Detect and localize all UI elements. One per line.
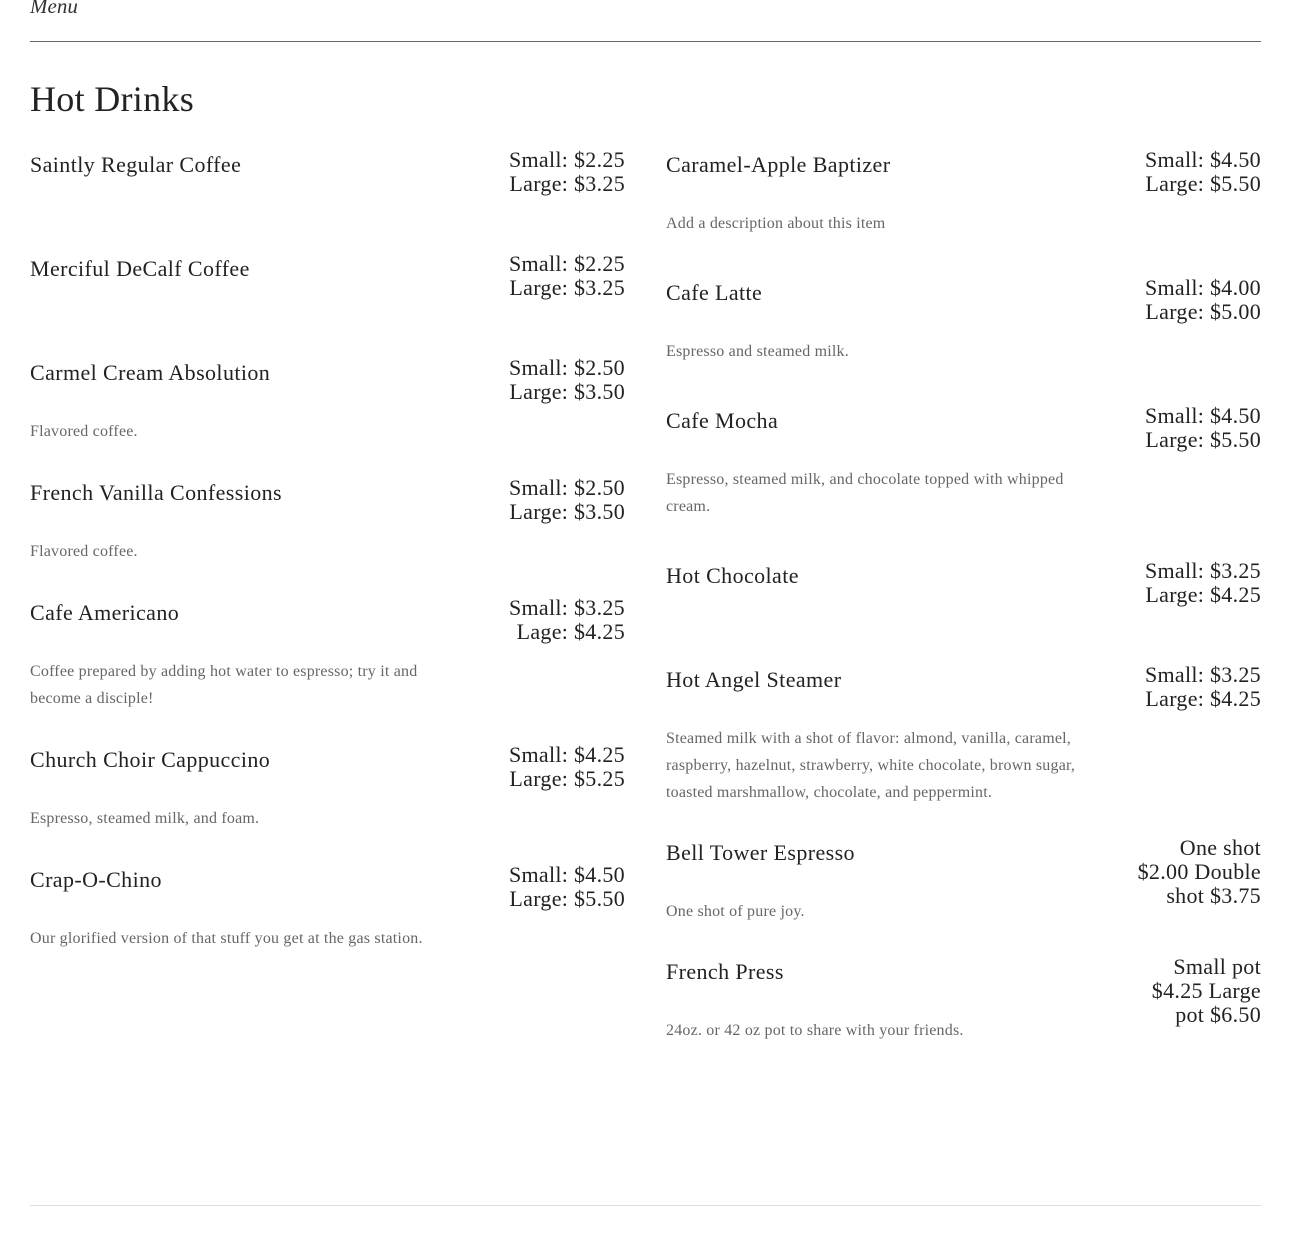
menu-item-name: French Press (666, 959, 784, 984)
menu-item-header (30, 476, 625, 524)
menu-item-saintly-regular-coffee (30, 148, 625, 196)
menu-item-name: Merciful DeCalf Coffee (30, 256, 250, 281)
top-divider (30, 41, 1261, 42)
menu-item-bell-tower-espresso (666, 836, 1261, 925)
menu-item-name: Cafe Mocha (666, 408, 779, 433)
menu-item-name: Cafe Latte (666, 280, 763, 305)
menu-item-price (475, 596, 625, 644)
price-line: Large: $3.25 (509, 171, 625, 196)
menu-item-price (475, 743, 625, 791)
price-line: Small: $4.50 (1144, 147, 1261, 172)
menu-item-name: Church Choir Cappuccino (30, 747, 271, 772)
menu-item-description: Espresso, steamed milk, and chocolate topped with whipped cream. (666, 471, 1064, 515)
menu-item-name: Hot Angel Steamer (666, 667, 842, 692)
price-line: Large: $3.50 (509, 499, 625, 524)
menu-item-header (30, 148, 625, 196)
price-line: Small: $2.50 (508, 355, 625, 380)
menu-item-header (666, 954, 1261, 1027)
menu-item-header (666, 835, 1261, 908)
price-line: shot $3.75 (1166, 883, 1261, 908)
menu-item-name: Saintly Regular Coffee (30, 152, 242, 177)
price-line: Small: $4.50 (508, 862, 625, 887)
menu-item-cafe-mocha (666, 404, 1261, 520)
menu-item-header (30, 743, 625, 791)
section-title: Hot Drinks (30, 79, 194, 119)
menu-item-cafe-americano (30, 596, 625, 712)
price-line: Small: $3.25 (1144, 662, 1261, 687)
menu-item-price (475, 148, 625, 196)
menu-item-name: Caramel-Apple Baptizer (666, 152, 891, 177)
menu-item-description: Espresso and steamed milk. (666, 343, 849, 360)
price-line: Small: $2.25 (508, 251, 625, 276)
price-line: Small: $4.25 (508, 742, 625, 767)
price-line: Small: $3.25 (1144, 558, 1261, 583)
menu-item-name: Bell Tower Espresso (666, 840, 855, 865)
menu-item-description: Espresso, steamed milk, and foam. (30, 810, 260, 827)
price-line: Small: $2.50 (508, 475, 625, 500)
menu-item-header (30, 596, 625, 644)
price-line: Large: $5.25 (509, 766, 625, 791)
menu-item-french-press (666, 955, 1261, 1044)
menu-item-hot-angel-steamer (666, 663, 1261, 806)
price-line: Small: $2.25 (508, 147, 625, 172)
price-line: Small: $4.00 (1144, 275, 1261, 300)
price-line: pot $6.50 (1175, 1002, 1261, 1027)
menu-heading: Menu (30, 0, 78, 18)
menu-item-description: Our glorified version of that stuff you get at the gas station. (30, 930, 423, 947)
menu-item-name: Crap-O-Chino (30, 867, 162, 892)
price-line: Large: $5.50 (509, 886, 625, 911)
menu-item-price (1111, 276, 1261, 324)
menu-item-carmel-cream-absolution (30, 356, 625, 445)
menu-item-merciful-decalf-coffee (30, 252, 625, 300)
menu-item-description: Steamed milk with a shot of flavor: almond, vanilla, caramel, raspberry, hazelnut, strawberry, white chocolate, brown sugar, toasted marshmallow, chocolate, and peppermint. (666, 730, 1076, 801)
price-line: Large: $5.50 (1145, 171, 1261, 196)
bottom-divider (30, 1205, 1261, 1206)
menu-item-crap-o-chino (30, 863, 625, 952)
menu-item-name: Hot Chocolate (666, 563, 799, 588)
menu-item-price (1111, 148, 1261, 196)
menu-item-description: Coffee prepared by adding hot water to espresso; try it and become a disciple! (30, 663, 418, 707)
menu-item-header (666, 559, 1261, 607)
price-line: $2.00 Double (1137, 859, 1261, 884)
menu-item-header (30, 863, 625, 911)
menu-item-description: 24oz. or 42 oz pot to share with your friends. (666, 1022, 964, 1039)
menu-item-header (666, 404, 1261, 452)
menu-column-left (30, 148, 625, 952)
price-line: Large: $5.00 (1145, 299, 1261, 324)
menu-item-price (475, 863, 625, 911)
menu-item-name: Cafe Americano (30, 600, 180, 625)
menu-item-description: Flavored coffee. (30, 543, 138, 560)
price-line: Lage: $4.25 (516, 619, 625, 644)
menu-item-price (475, 356, 625, 404)
price-line: Large: $4.25 (1145, 582, 1261, 607)
menu-item-price (1111, 663, 1261, 711)
price-line: Small: $4.50 (1144, 403, 1261, 428)
menu-item-caramel-apple-baptizer (666, 148, 1261, 237)
menu-item-price (1111, 404, 1261, 452)
menu-item-price (475, 476, 625, 524)
price-line: One shot (1179, 835, 1261, 860)
price-line: Small: $3.25 (508, 595, 625, 620)
menu-item-hot-chocolate (666, 559, 1261, 607)
price-line: Large: $3.50 (509, 379, 625, 404)
menu-item-name: Carmel Cream Absolution (30, 360, 271, 385)
menu-item-cafe-latte (666, 276, 1261, 365)
price-line: Large: $4.25 (1145, 686, 1261, 711)
menu-item-name: French Vanilla Confessions (30, 480, 282, 505)
menu-item-header (666, 148, 1261, 196)
menu-item-header (30, 356, 625, 404)
menu-item-header (666, 663, 1261, 711)
menu-item-price (1111, 955, 1261, 1027)
price-line: $4.25 Large (1151, 978, 1261, 1003)
menu-item-header (30, 252, 625, 300)
menu-item-description: Flavored coffee. (30, 423, 138, 440)
menu-item-price (1111, 559, 1261, 607)
menu-item-french-vanilla-confessions (30, 476, 625, 565)
menu-item-description: Add a description about this item (666, 215, 886, 232)
menu-column-right (666, 148, 1261, 1044)
price-line: Large: $3.25 (509, 275, 625, 300)
menu-item-description: One shot of pure joy. (666, 903, 805, 920)
menu-item-church-choir-cappuccino (30, 743, 625, 832)
menu-item-price (1111, 836, 1261, 908)
price-line: Large: $5.50 (1145, 427, 1261, 452)
price-line: Small pot (1173, 954, 1261, 979)
menu-item-header (666, 276, 1261, 324)
menu-item-price (475, 252, 625, 300)
